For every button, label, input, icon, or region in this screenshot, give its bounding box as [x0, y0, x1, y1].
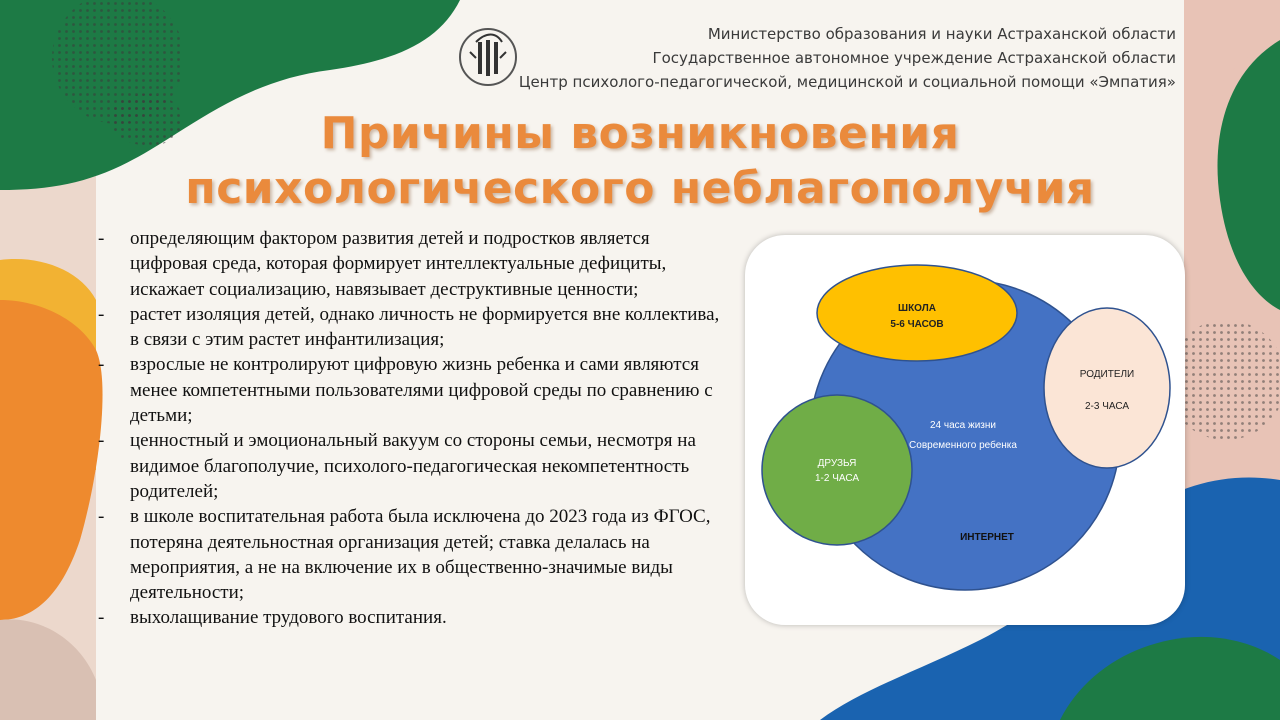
- internet-center-line-1: 24 часа жизни: [930, 420, 996, 431]
- list-item: - взрослые не контролируют цифровую жизнь ребенка и сами являются менее компетентными пользователями цифровой среды по сравнению с детьми;: [98, 352, 720, 428]
- friends-hours: 1-2 ЧАСА: [814, 473, 860, 484]
- org-ministry: Министерство образования и науки Астраханской области: [707, 25, 1176, 43]
- diagram-canvas: [745, 235, 1185, 625]
- list-item: - выхолащивание трудового воспитания.: [98, 605, 720, 630]
- parents-ellipse: [1044, 308, 1170, 468]
- internet-label: ИНТЕРНЕТ: [960, 532, 1014, 543]
- list-item: - в школе воспитательная работа была исключена до 2023 года из ФГОС, потеряна деятельностная организация детей; ставка делалась на мероприятия, а не на включение их в общественно-значимые виды деятельности;: [98, 504, 720, 605]
- organization-header: [519, 22, 1176, 94]
- parents-hours: 2-3 ЧАСА: [1084, 401, 1130, 412]
- daily-time-diagram: [745, 235, 1185, 625]
- organization-logo: [456, 12, 520, 102]
- org-center-name: Центр психолого-педагогической, медицинской и социальной помощи «Эмпатия»: [518, 73, 1176, 91]
- causes-list: [98, 226, 720, 631]
- title-line-1: Причины возникновения: [320, 108, 960, 159]
- list-item: - определяющим фактором развития детей и подростков является цифровая среда, которая формирует интеллектуальные дефициты, искажает социализацию, навязывает деструктивные ценности;: [98, 226, 720, 302]
- school-hours: 5-6 ЧАСОВ: [890, 319, 944, 330]
- list-item: - растет изоляция детей, однако личность не формируется вне коллектива, в связи с этим растет инфантилизация;: [98, 302, 720, 353]
- title-line-2: психологического неблагополучия: [185, 163, 1095, 214]
- org-institution: Государственное автономное учреждение Астраханской области: [652, 49, 1176, 67]
- school-label: ШКОЛА: [898, 303, 936, 314]
- friends-circle: [762, 395, 912, 545]
- list-item: - ценностный и эмоциональный вакуум со стороны семьи, несмотря на видимое благополучие, психолого-педагогическая некомпетентность родителей;: [98, 428, 720, 504]
- internet-center-line-2: Современного ребенка: [909, 440, 1017, 451]
- parents-label: РОДИТЕЛИ: [1079, 369, 1135, 380]
- friends-label: ДРУЗЬЯ: [817, 458, 857, 469]
- slide-title: [100, 106, 1180, 216]
